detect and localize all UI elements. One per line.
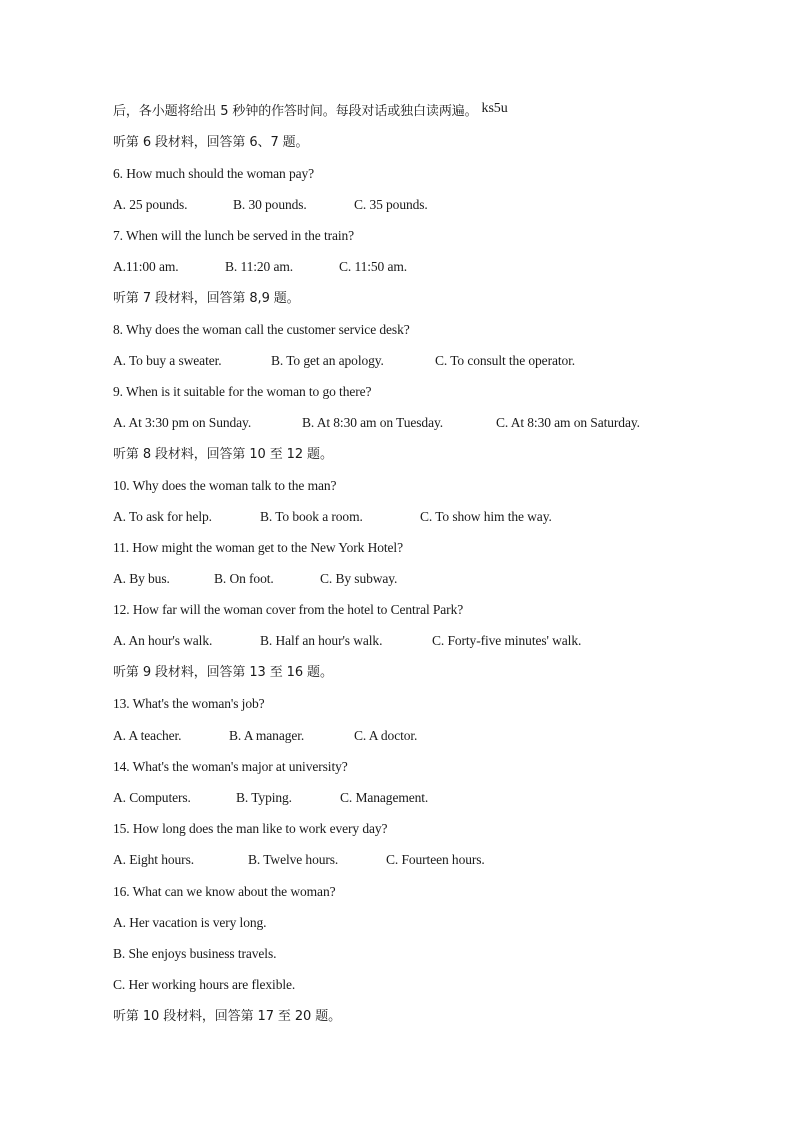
option-6c: C. 35 pounds. <box>354 197 428 212</box>
option-14a: A. Computers. <box>113 790 191 805</box>
option-8c: C. To consult the operator. <box>435 353 576 368</box>
question-6-options <box>113 196 428 214</box>
section-8-heading: 听第 8 段材料，回答第 10 至 12 题。 <box>113 447 333 462</box>
option-8a: A. To buy a sweater. <box>113 353 222 368</box>
option-13b: B. A manager. <box>229 728 305 743</box>
question-6: 6. How much should the woman pay? <box>113 166 315 181</box>
intro-text: 后，各小题将给出 5 秒钟的作答时间。每段对话或独白读两遍。 <box>113 104 478 119</box>
question-13: 13. What's the woman's job? <box>113 696 265 711</box>
intro-line <box>113 102 508 121</box>
option-16b: B. She enjoys business travels. <box>113 946 277 961</box>
question-14: 14. What's the woman's major at university? <box>113 759 348 774</box>
option-8b: B. To get an apology. <box>271 353 384 368</box>
option-11a: A. By bus. <box>113 571 170 586</box>
question-15: 15. How long does the man like to work every day? <box>113 821 388 836</box>
option-14b: B. Typing. <box>236 790 292 805</box>
section-7-heading: 听第 7 段材料，回答第 8,9 题。 <box>113 291 300 306</box>
section-9-heading: 听第 9 段材料，回答第 13 至 16 题。 <box>113 665 333 680</box>
question-8: 8. Why does the woman call the customer service desk? <box>113 322 410 337</box>
option-12b: B. Half an hour's walk. <box>260 633 383 648</box>
question-16: 16. What can we know about the woman? <box>113 884 336 899</box>
option-12a: A. An hour's walk. <box>113 633 213 648</box>
question-10-options <box>113 508 552 526</box>
question-7: 7. When will the lunch be served in the train? <box>113 228 355 243</box>
option-14c: C. Management. <box>340 790 429 805</box>
option-7a: A.11:00 am. <box>113 259 179 274</box>
option-11c: C. By subway. <box>320 571 398 586</box>
option-7c: C. 11:50 am. <box>339 259 408 274</box>
option-9b: B. At 8:30 am on Tuesday. <box>302 415 444 430</box>
option-15b: B. Twelve hours. <box>248 852 339 867</box>
option-16c: C. Her working hours are flexible. <box>113 977 296 992</box>
question-11-options <box>113 570 397 588</box>
option-15c: C. Fourteen hours. <box>386 852 485 867</box>
question-12-options <box>113 632 581 650</box>
question-11: 11. How might the woman get to the New York Hotel? <box>113 540 403 555</box>
question-15-options <box>113 851 485 869</box>
option-16a: A. Her vacation is very long. <box>113 915 267 930</box>
option-12c: C. Forty-five minutes' walk. <box>432 633 582 648</box>
option-11b: B. On foot. <box>214 571 274 586</box>
question-8-options <box>113 352 575 370</box>
question-10: 10. Why does the woman talk to the man? <box>113 478 337 493</box>
question-13-options <box>113 727 417 745</box>
question-9: 9. When is it suitable for the woman to go there? <box>113 384 372 399</box>
question-7-options <box>113 258 407 276</box>
watermark-text: ks5u <box>481 101 508 116</box>
option-15a: A. Eight hours. <box>113 852 194 867</box>
option-13c: C. A doctor. <box>354 728 418 743</box>
option-9a: A. At 3:30 pm on Sunday. <box>113 415 252 430</box>
section-10-heading: 听第 10 段材料，回答第 17 至 20 题。 <box>113 1009 342 1024</box>
option-10a: A. To ask for help. <box>113 509 212 524</box>
option-6b: B. 30 pounds. <box>233 197 307 212</box>
option-9c: C. At 8:30 am on Saturday. <box>496 415 640 430</box>
question-12: 12. How far will the woman cover from the hotel to Central Park? <box>113 602 464 617</box>
option-10c: C. To show him the way. <box>420 509 552 524</box>
option-6a: A. 25 pounds. <box>113 197 188 212</box>
option-13a: A. A teacher. <box>113 728 182 743</box>
section-6-heading: 听第 6 段材料，回答第 6、7 题。 <box>113 135 309 150</box>
option-10b: B. To book a room. <box>260 509 363 524</box>
question-9-options <box>113 414 640 432</box>
question-14-options <box>113 789 428 807</box>
option-7b: B. 11:20 am. <box>225 259 294 274</box>
